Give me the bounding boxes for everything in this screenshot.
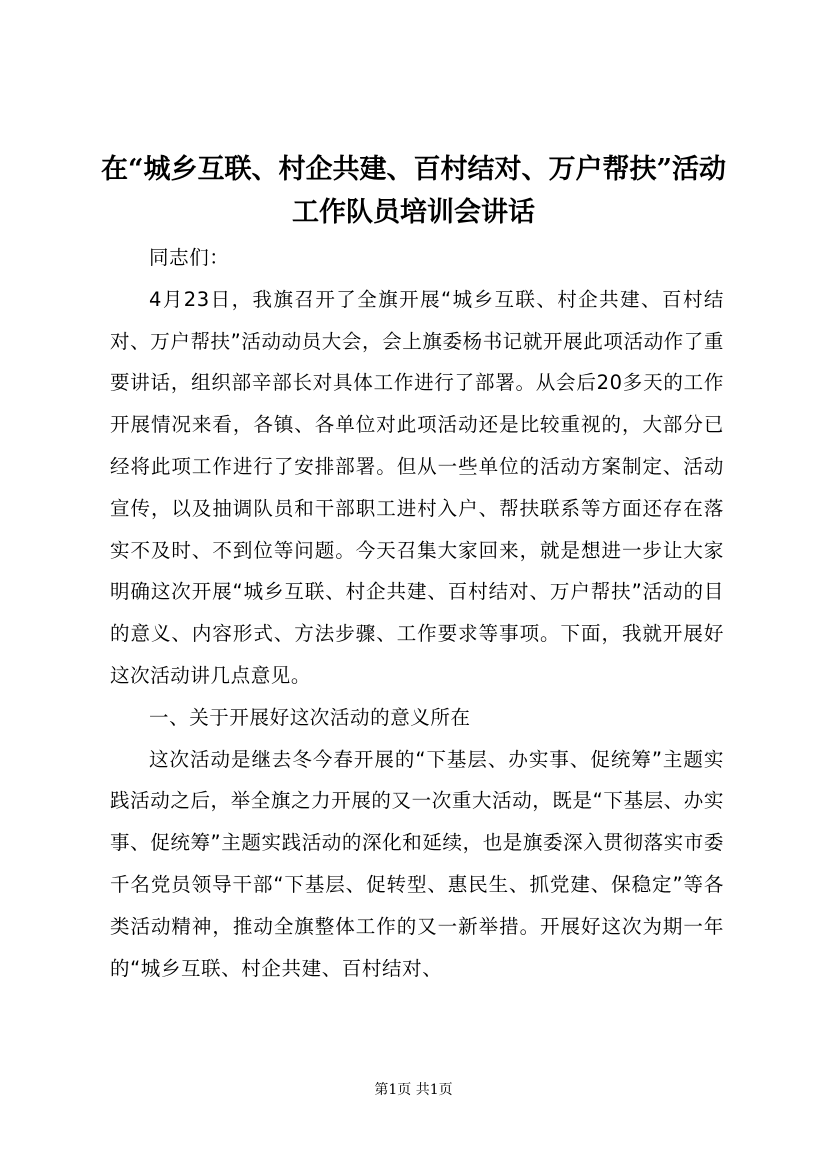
paragraph-section-1: 这次活动是继去冬今春开展的“下基层、办实事、促统筹”主题实践活动之后，举全旗之力开展的又一次重大活动，既是“下基层、办实事、促统筹”主题实践活动的深化和延续，也是旗委深入贯彻落实市委千名党员领导干部“下基层、促转型、惠民生、抓党建、保稳定”等各类活动精神，推动全旗整体工作的又一新举措。开展好这次为期一年的“城乡互联、村企共建、百村结对、 — [110, 747, 724, 980]
paragraph-intro: 4月23日，我旗召开了全旗开展“城乡互联、村企共建、百村结对、万户帮扶”活动动员大会，会上旗委杨书记就开展此项活动作了重要讲话，组织部辛部长对具体工作进行了部署。从会后20多天的工作开展情况来看，各镇、各单位对此项活动还是比较重视的，大部分已经将此项工作进行了安排部署。但从一些单位的活动方案制定、活动宣传，以及抽调队员和干部职工进村入户、帮扶联系等方面还存在落实不及时、不到位等问题。今天召集大家回来，就是想进一步让大家明确这次开展“城乡互联、村企共建、百村结对、万户帮扶”活动的目的意义、内容形式、方法步骤、工作要求等事项。下面，我就开展好这次活动讲几点意见。 — [110, 287, 724, 687]
page-footer: 第1页 共1页 — [374, 1082, 453, 1098]
document-body — [110, 237, 724, 989]
document-title: 在“城乡互联、村企共建、百村结对、万户帮扶”活动工作队员培训会讲话 — [100, 154, 727, 228]
section-heading-1: 一、关于开展好这次活动的意义所在 — [149, 705, 471, 729]
paragraph-salutation: 同志们： — [149, 246, 230, 269]
